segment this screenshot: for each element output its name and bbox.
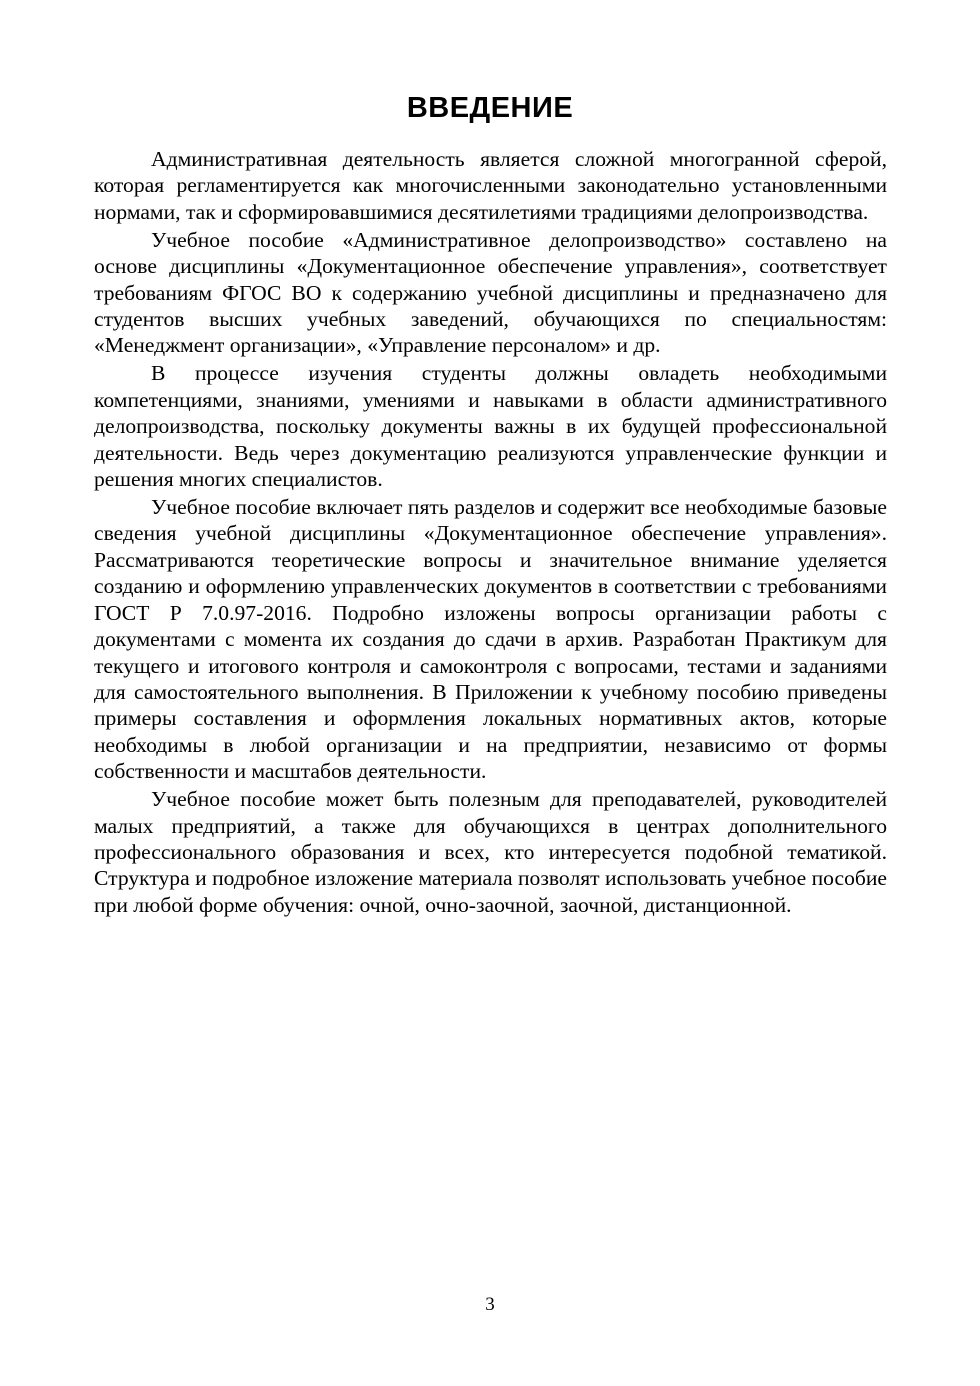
page-number: 3	[485, 1294, 495, 1315]
paragraph-4: Учебное пособие включает пять разделов и содержит все необходимые базовые сведения учебной дисциплины «Документационное обеспечение управления». Рассматриваются теоретические вопросы и значительное внимание уделяется созданию и оформлению управленческих документов в соответствии с требованиями ГОСТ Р 7.0.97-2016. Подробно изложены вопросы организации работы с документами с момента их создания до сдачи в архив. Разработан Практикум для текущего и итогового контроля и самоконтроля с вопросами, тестами и заданиями для самостоятельного выполнения. В Приложении к учебному пособию приведены примеры составления и оформления локальных нормативных актов, которые необходимы в любой организации и на предприятии, независимо от формы собственности и масштабов деятельности.	[94, 495, 887, 784]
body-text	[94, 146, 887, 920]
paragraph-3: В процессе изучения студенты должны овладеть необходимыми компетенциями, знаниями, умениями и навыками в области административного делопроизводства, поскольку документы важны в их будущей профессиональной деятельности. Ведь через документацию реализуются управленческие функции и решения многих специалистов.	[94, 361, 887, 492]
page-title: ВВЕДЕНИЕ	[406, 92, 574, 124]
paragraph-5: Учебное пособие может быть полезным для преподавателей, руководителей малых предприятий, а также для обучающихся в центрах дополнительного профессионального образования и всех, кто интересуется подобной тематикой. Структура и подробное изложение материала позволят использовать учебное пособие при любой форме обучения: очной, очно-заочной, заочной, дистанционной.	[94, 787, 887, 917]
paragraph-1: Административная деятельность является сложной многогранной сферой, которая регламентируется как многочисленными законодательно установленными нормами, так и сформировавшимися десятилетиями традициями делопроизводства.	[94, 147, 887, 224]
paragraph-2: Учебное пособие «Административное делопроизводство» составлено на основе дисциплины «Документационное обеспечение управления», соответствует требованиям ФГОС ВО к содержанию учебной дисциплины и предназначено для студентов высших учебных заведений, обучающихся по специальностям: «Менеджмент организации», «Управление персоналом» и др.	[94, 227, 887, 358]
